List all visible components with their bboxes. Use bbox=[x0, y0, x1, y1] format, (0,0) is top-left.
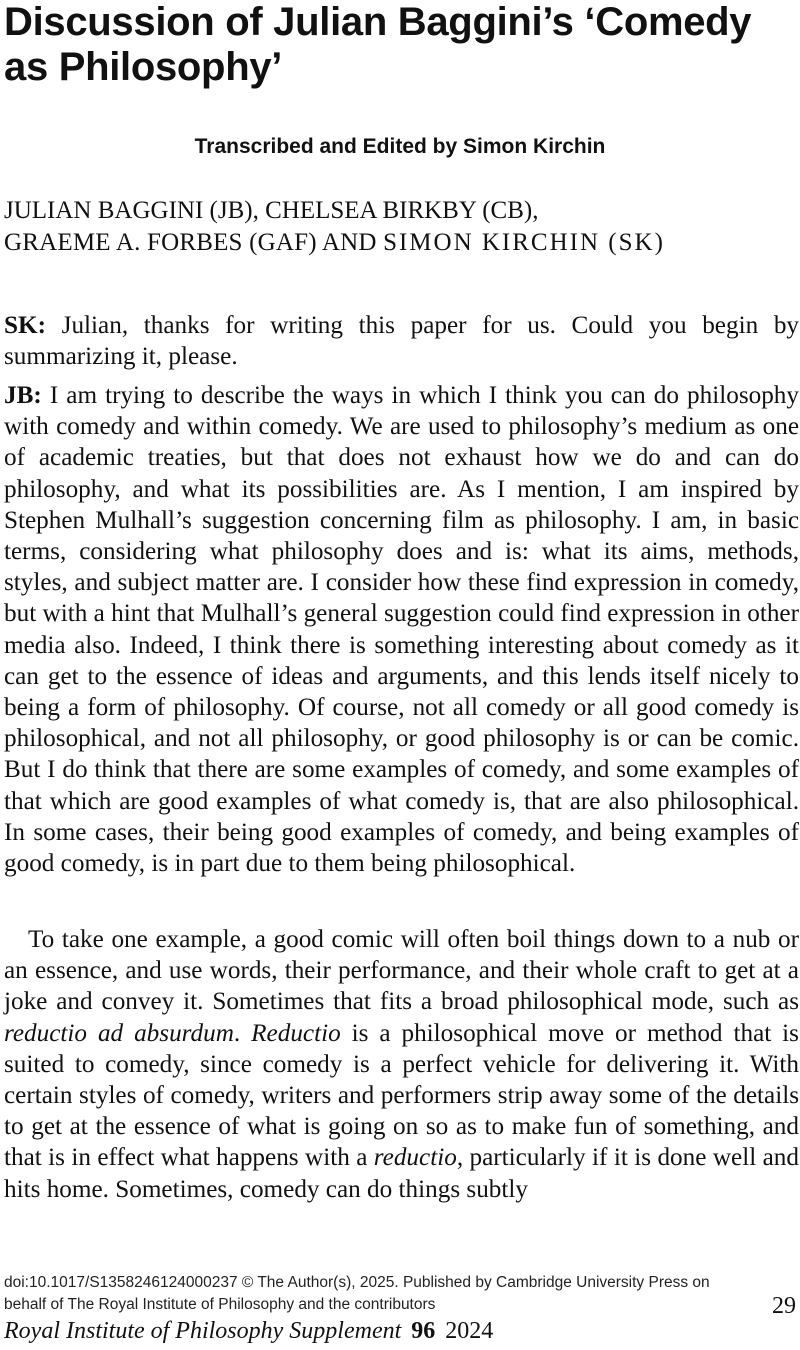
speaker-label: JB: bbox=[4, 382, 42, 409]
journal-year: 2024 bbox=[445, 1318, 494, 1344]
paragraph-text: Julian, thanks for writing this paper for us. Could you begin by summarizing it, please. bbox=[4, 312, 800, 371]
journal-footer bbox=[4, 1318, 493, 1345]
doi-line-1: doi:10.1017/S1358246124000237 © The Author(s), 2025. Published by Cambridge University Press on bbox=[4, 1274, 710, 1291]
journal-volume: 96 bbox=[411, 1318, 436, 1344]
journal-name: Royal Institute of Philosophy Supplement bbox=[4, 1318, 402, 1344]
author-line-2-text: GRAEME A. FORBES (GAF) AND bbox=[4, 229, 384, 256]
paragraph-text: , particularly if it is done well and hits home. Sometimes, comedy can do things subtly bbox=[4, 1144, 799, 1203]
speaker-label: SK: bbox=[4, 312, 46, 339]
article-title: Discussion of Julian Baggini’s ‘Comedy as Philosophy’ bbox=[4, 0, 752, 89]
paragraph-sk bbox=[4, 310, 799, 372]
emphasis-text: reductio ad absurdum bbox=[4, 1019, 234, 1047]
paragraph-continuation bbox=[4, 924, 799, 1205]
doi-notice bbox=[4, 1272, 800, 1316]
paragraph-jb bbox=[4, 380, 799, 879]
author-line-2 bbox=[4, 227, 799, 259]
article-subtitle: Transcribed and Edited by Simon Kirchin bbox=[194, 135, 606, 158]
author-list bbox=[4, 195, 799, 259]
paragraph-text: is a philosophical move or method that is suited to comedy, since comedy is a perfect vehicle for delivering it. With certain styles of comedy, writers and performers strip away some of the details to get at the essence of what is going on so as to make fun of something, and that is in effect what happens with a bbox=[4, 1019, 799, 1172]
doi-line-2: behalf of The Royal Institute of Philosophy and the contributors bbox=[4, 1296, 436, 1313]
paragraph-text: To take one example, a good comic will often boil things down to a nub or an essence, and use words, their performance, and their whole craft to get at a joke and convey it. Sometimes that fits a broad philosophical mode, such as bbox=[4, 926, 799, 1016]
page-number: 29 bbox=[772, 1293, 796, 1319]
author-sk: SIMON KIRCHIN (SK) bbox=[383, 229, 665, 256]
author-line-1: JULIAN BAGGINI (JB), CHELSEA BIRKBY (CB), bbox=[4, 197, 539, 224]
emphasis-text: reductio bbox=[373, 1144, 457, 1172]
paragraph-text: I am trying to describe the ways in which I think you can do philosophy with comedy and within comedy. We are used to philosophy’s medium as one of academic treaties, but that does not exhaust how we do and can do philosophy, and what its possibilities are. As I mention, I am inspired by Stephen Mulhall’s suggestion concerning film as philosophy. I am, in basic terms, considering what philosophy does and is: what its aims, methods, styles, and subject matter are. I consider how these find expression in comedy, but with a hint that Mulhall’s general suggestion could find expression in other media also. Indeed, I think there is something interesting about comedy as it can get to the essence of ideas and arguments, and this lends itself nicely to being a form of philosophy. Of course, not all comedy or all good comedy is philosophical, and not all philosophy, or good philosophy is or can be comic. But I do think that there are some examples of comedy, and some examples of that which are good examples of what comedy is, that are also philosophical. In some cases, their being good examples of comedy, and being examples of good comedy, is in part due to them being philosophical. bbox=[4, 382, 799, 878]
emphasis-text: Reductio bbox=[251, 1019, 341, 1047]
paragraph-text: . bbox=[233, 1019, 252, 1047]
